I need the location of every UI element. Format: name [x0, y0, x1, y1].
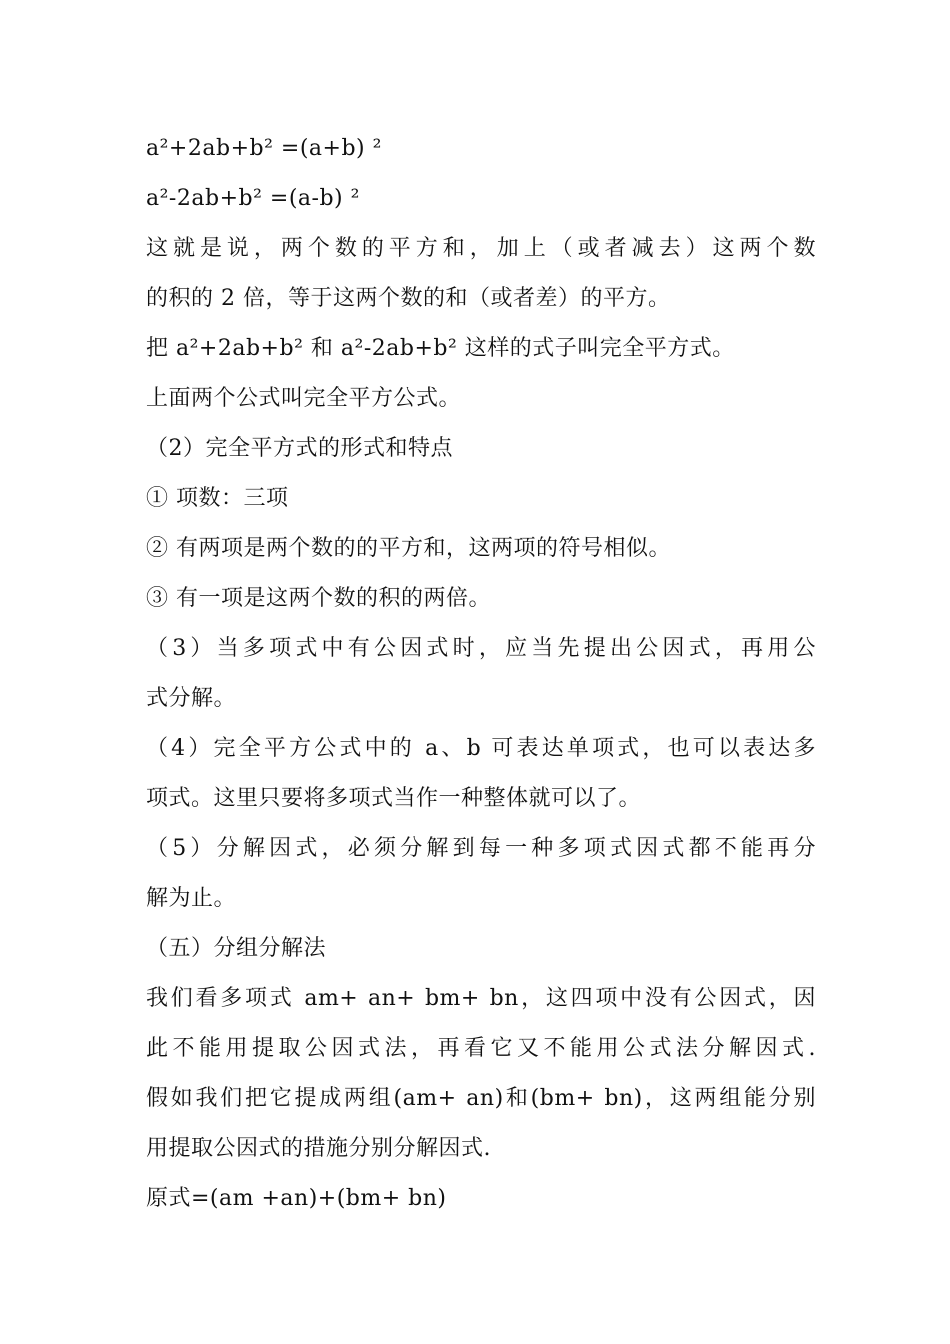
list-item: ① 项数：三项 [146, 486, 289, 511]
section-heading: （2）完全平方式的形式和特点 [146, 436, 453, 461]
paragraph-line: 我们看多项式 am+ an+ bm+ bn，这四项中没有公因式，因 [146, 986, 816, 1011]
formula-difference-square: a²-2ab+b² =(a-b) ² [146, 186, 360, 211]
paragraph-line: （5）分解因式，必须分解到每一种多项式因式都不能再分 [146, 836, 816, 861]
paragraph-line: 这就是说，两个数的平方和，加上（或者减去）这两个数 [146, 236, 816, 261]
formula-sum-square: a²+2ab+b² =(a+b) ² [146, 136, 382, 161]
paragraph-line: 项式。这里只要将多项式当作一种整体就可以了。 [146, 786, 642, 811]
paragraph-line: 式分解。 [146, 686, 237, 711]
paragraph-line: 解为止。 [146, 886, 237, 911]
paragraph-line: 把 a²+2ab+b² 和 a²-2ab+b² 这样的式子叫完全平方式。 [146, 336, 735, 361]
paragraph-line: 此不能用提取公因式法，再看它又不能用公式法分解因式. [146, 1036, 816, 1061]
paragraph-line: 假如我们把它提成两组(am+ an)和(bm+ bn)，这两组能分别 [146, 1086, 816, 1111]
section-heading: （五）分组分解法 [146, 936, 327, 961]
paragraph-line: 用提取公因式的措施分别分解因式. [146, 1136, 491, 1161]
paragraph-line: （4）完全平方公式中的 a、b 可表达单项式，也可以表达多 [146, 736, 816, 761]
list-item: ② 有两项是两个数的的平方和，这两项的符号相似。 [146, 536, 671, 561]
paragraph-line: 上面两个公式叫完全平方公式。 [146, 386, 462, 411]
list-item: ③ 有一项是这两个数的积的两倍。 [146, 586, 491, 611]
paragraph-line: （3）当多项式中有公因式时，应当先提出公因式，再用公 [146, 636, 816, 661]
paragraph-line: 的积的 2 倍，等于这两个数的和（或者差）的平方。 [146, 286, 671, 311]
formula-line: 原式=(am +an)+(bm+ bn) [146, 1186, 447, 1211]
